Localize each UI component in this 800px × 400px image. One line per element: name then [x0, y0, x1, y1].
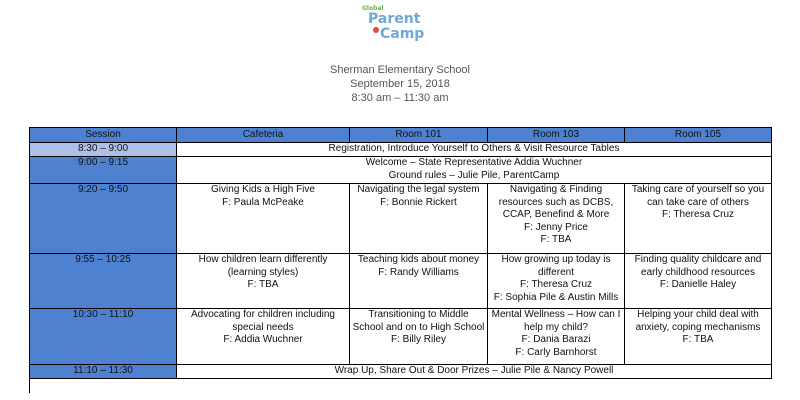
session-cell	[350, 184, 488, 254]
facilitator: F: Randy Williams	[378, 266, 459, 278]
session-time: 8:30 – 9:00	[30, 143, 177, 157]
facilitator: F: Dania Barazi	[521, 334, 591, 345]
session-title: How children learn differently (learning styles)	[198, 254, 328, 278]
session-cell	[177, 184, 350, 254]
session-title: Teaching kids about money	[357, 254, 480, 265]
session-cell	[488, 254, 625, 309]
welcome-line: Welcome – State Representative Addia Wuchner	[365, 157, 583, 168]
table-row	[30, 254, 772, 309]
col-session-header: Session	[30, 128, 177, 143]
facilitator: F: Paula McPeake	[222, 196, 304, 208]
facilitator: F: Theresa Cruz	[661, 209, 735, 220]
session-title: Transitioning to Middle School and on to High School	[352, 309, 485, 333]
session-registration: Registration, Introduce Yourself to Others & Visit Resource Tables	[177, 143, 772, 157]
col-room105-header: Room 105	[625, 128, 772, 143]
schedule-table	[29, 127, 772, 379]
session-time: 11:10 – 11:30	[30, 365, 177, 379]
table-row	[30, 184, 772, 254]
session-title: Navigating & Finding resources such as DCBS, CCAP, Benefind & More	[498, 184, 614, 220]
facilitator: F: Addia Wuchner	[223, 334, 303, 345]
parentcamp-logo	[358, 2, 438, 46]
col-cafeteria-header: Cafeteria	[177, 128, 350, 143]
session-time: 9:20 – 9:50	[30, 184, 177, 254]
session-welcome	[177, 157, 772, 184]
session-cell	[625, 254, 772, 309]
ground-rules-line: Ground rules – Julie Pile, ParentCamp	[388, 169, 560, 181]
facilitator: F: TBA	[682, 334, 714, 345]
session-time: 9:55 – 10:25	[30, 254, 177, 309]
margin-line	[29, 379, 30, 393]
session-title: Advocating for children including special needs	[191, 309, 335, 333]
session-cell	[625, 309, 772, 365]
session-title: Finding quality childcare and early childhood resources	[634, 254, 762, 278]
facilitator: F: TBA	[247, 279, 279, 290]
session-title: Helping your child deal with anxiety, coping mechanisms	[635, 309, 761, 333]
col-room103-header: Room 103	[488, 128, 625, 143]
facilitator: F: Danielle Haley	[659, 279, 737, 290]
table-row	[30, 143, 772, 157]
session-cell	[488, 184, 625, 254]
facilitator: F: Jenny Price	[524, 221, 588, 233]
session-time: 10:30 – 11:10	[30, 309, 177, 365]
col-room101-header: Room 101	[350, 128, 488, 143]
session-cell	[625, 184, 772, 254]
session-title: Mental Wellness – How can I help my child?	[491, 309, 621, 333]
session-cell	[350, 309, 488, 365]
session-time: 9:00 – 9:15	[30, 157, 177, 184]
table-row	[30, 309, 772, 365]
facilitator: F: Bonnie Rickert	[380, 196, 457, 208]
session-title: How growing up today is different	[501, 254, 611, 278]
table-row	[30, 157, 772, 184]
session-title: Navigating the legal system	[357, 184, 480, 195]
session-cell	[488, 309, 625, 365]
session-wrapup: Wrap Up, Share Out & Door Prizes – Julie Pile & Nancy Powell	[177, 365, 772, 379]
facilitator: F: Theresa Cruz	[519, 279, 593, 290]
event-date: September 15, 2018	[350, 78, 450, 90]
session-title: Giving Kids a High Five	[211, 184, 315, 195]
school-name: Sherman Elementary School	[329, 64, 470, 76]
table-row	[30, 365, 772, 379]
facilitator: F: Sophia Pile & Austin Mills	[493, 291, 619, 303]
session-cell	[177, 254, 350, 309]
event-time: 8:30 am – 11:30 am	[351, 92, 449, 104]
session-title: Taking care of yourself so you can take care of others	[631, 184, 765, 208]
facilitator: F: Billy Riley	[390, 334, 446, 345]
facilitator: F: TBA	[540, 234, 572, 245]
logo-line2: Camp	[380, 26, 425, 42]
logo-badge: Global	[362, 5, 384, 12]
logo-line1: Parent	[368, 11, 421, 27]
session-cell	[177, 309, 350, 365]
session-cell	[350, 254, 488, 309]
facilitator: F: Carly Barnhorst	[515, 346, 597, 358]
table-header-row	[30, 128, 772, 143]
